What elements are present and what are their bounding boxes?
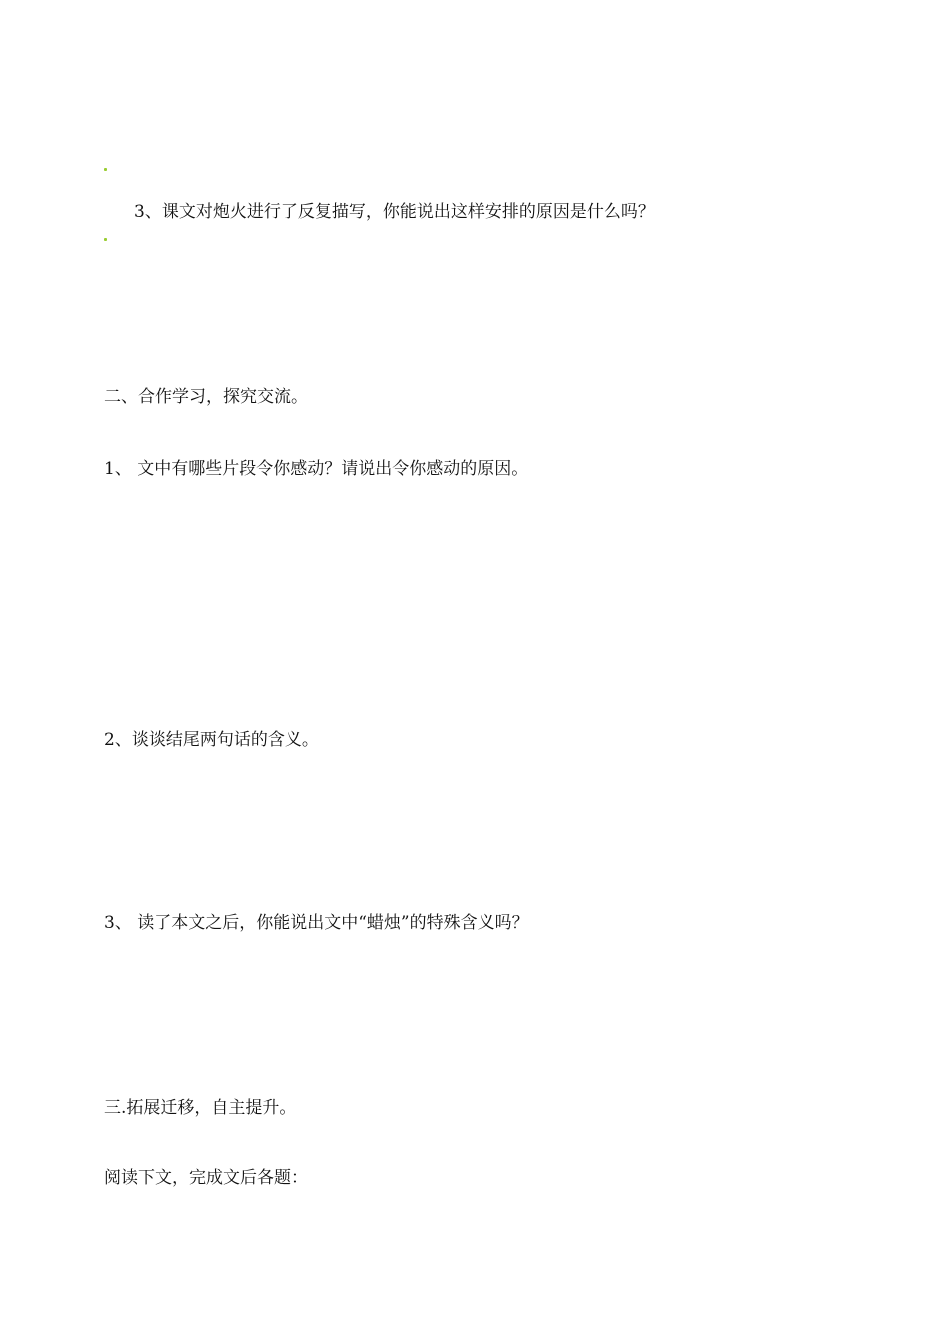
- section-2-question-2: 2、谈谈结尾两句话的含义。: [104, 730, 319, 750]
- section-2-heading: 二、合作学习，探究交流。: [104, 387, 308, 407]
- editor-mark: [104, 168, 107, 171]
- question-3-reading: 3、课文对炮火进行了反复描写，你能说出这样安排的原因是什么吗？: [134, 202, 655, 222]
- section-2-question-1: 1、 文中有哪些片段令你感动？请说出令你感动的原因。: [104, 459, 529, 479]
- section-3-heading: 三.拓展迁移，自主提升。: [104, 1098, 297, 1118]
- section-2-question-3: 3、 读了本文之后，你能说出文中“蜡烛”的特殊含义吗？: [104, 913, 529, 933]
- editor-mark: [104, 238, 107, 241]
- reading-instruction: 阅读下文，完成文后各题：: [104, 1168, 308, 1188]
